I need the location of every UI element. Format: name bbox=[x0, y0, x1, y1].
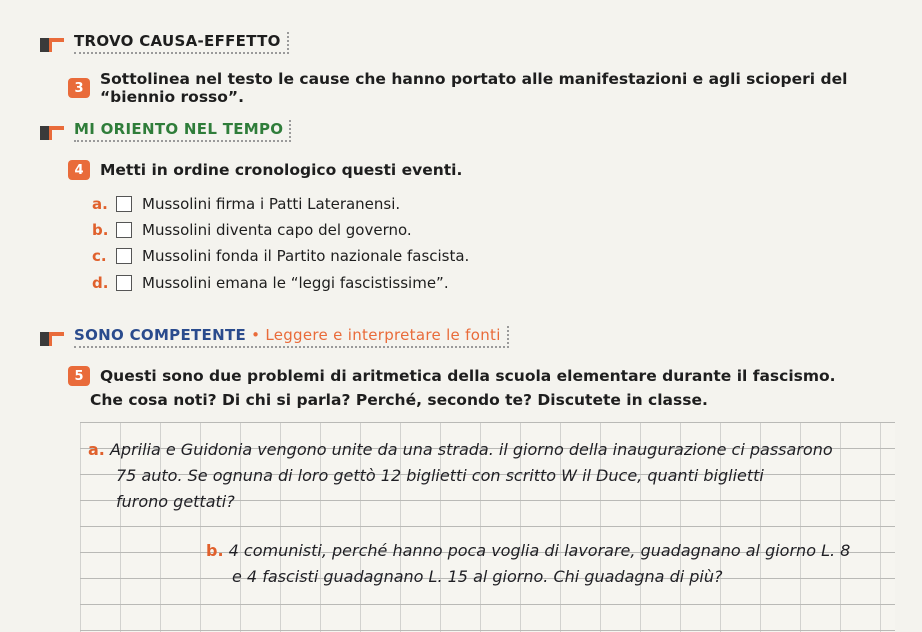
checkbox[interactable] bbox=[116, 275, 132, 291]
question-number: 4 bbox=[68, 160, 90, 180]
section-heading-competente bbox=[38, 326, 509, 348]
question-text: Sottolinea nel testo le cause che hanno portato alle manifestazioni e agli scioperi del “biennio rosso”. bbox=[100, 70, 848, 106]
pointing-hand-icon bbox=[38, 326, 68, 348]
problem-a-line2: 75 auto. Se ognuna di loro gettò 12 biglietti con scritto W il Duce, quanti biglietti bbox=[116, 466, 764, 485]
problem-letter: a. bbox=[88, 440, 105, 459]
problem-text: 4 comunisti, perché hanno poca voglia di lavorare, guadagnano al giorno L. 8 bbox=[228, 541, 851, 560]
question-4 bbox=[68, 160, 462, 180]
section-heading-trovo bbox=[38, 32, 289, 54]
problem-text: Aprilia e Guidonia vengono unite da una strada. il giorno della inaugurazione ci passarono bbox=[109, 440, 833, 459]
section-title bbox=[74, 326, 509, 348]
section-title: MI ORIENTO NEL TEMPO bbox=[74, 120, 291, 142]
list-item bbox=[92, 195, 400, 213]
question-5 bbox=[68, 366, 836, 386]
checkbox[interactable] bbox=[116, 222, 132, 238]
list-item bbox=[92, 247, 469, 265]
item-letter: b. bbox=[92, 221, 109, 239]
checkbox[interactable] bbox=[116, 248, 132, 264]
section-title-sub: • Leggere e interpretare le fonti bbox=[246, 326, 501, 344]
question-5-line2 bbox=[90, 391, 708, 409]
question-text-line1: Questi sono due problemi di aritmetica della scuola elementare durante il fascismo. bbox=[100, 367, 836, 385]
question-number: 3 bbox=[68, 78, 90, 98]
pointing-hand-icon bbox=[38, 32, 68, 54]
problem-a-line1 bbox=[88, 440, 833, 459]
list-item bbox=[92, 274, 449, 292]
item-letter: c. bbox=[92, 247, 107, 265]
section-title: TROVO CAUSA-EFFETTO bbox=[74, 32, 289, 54]
item-text: Mussolini diventa capo del governo. bbox=[142, 221, 412, 239]
question-text-line2: Che cosa noti? Di chi si parla? Perché, secondo te? Discutete in classe. bbox=[90, 391, 708, 409]
problem-a-line3: furono gettati? bbox=[116, 492, 235, 511]
problem-b-line2: e 4 fascisti guadagnano L. 15 al giorno. Chi guadagna di più? bbox=[232, 567, 723, 586]
item-text: Mussolini fonda il Partito nazionale fascista. bbox=[142, 247, 470, 265]
question-text: Metti in ordine cronologico questi eventi. bbox=[100, 161, 463, 179]
pointing-hand-icon bbox=[38, 120, 68, 142]
question-3 bbox=[68, 70, 922, 106]
item-text: Mussolini firma i Patti Lateranensi. bbox=[142, 195, 401, 213]
item-letter: d. bbox=[92, 274, 109, 292]
problem-letter: b. bbox=[206, 541, 224, 560]
section-title-main: SONO COMPETENTE bbox=[74, 326, 247, 344]
checkbox[interactable] bbox=[116, 196, 132, 212]
problem-b-line1 bbox=[206, 541, 850, 560]
list-item bbox=[92, 221, 412, 239]
item-text: Mussolini emana le “leggi fascistissime”. bbox=[142, 274, 449, 292]
section-heading-oriento bbox=[38, 120, 291, 142]
question-number: 5 bbox=[68, 366, 90, 386]
item-letter: a. bbox=[92, 195, 108, 213]
